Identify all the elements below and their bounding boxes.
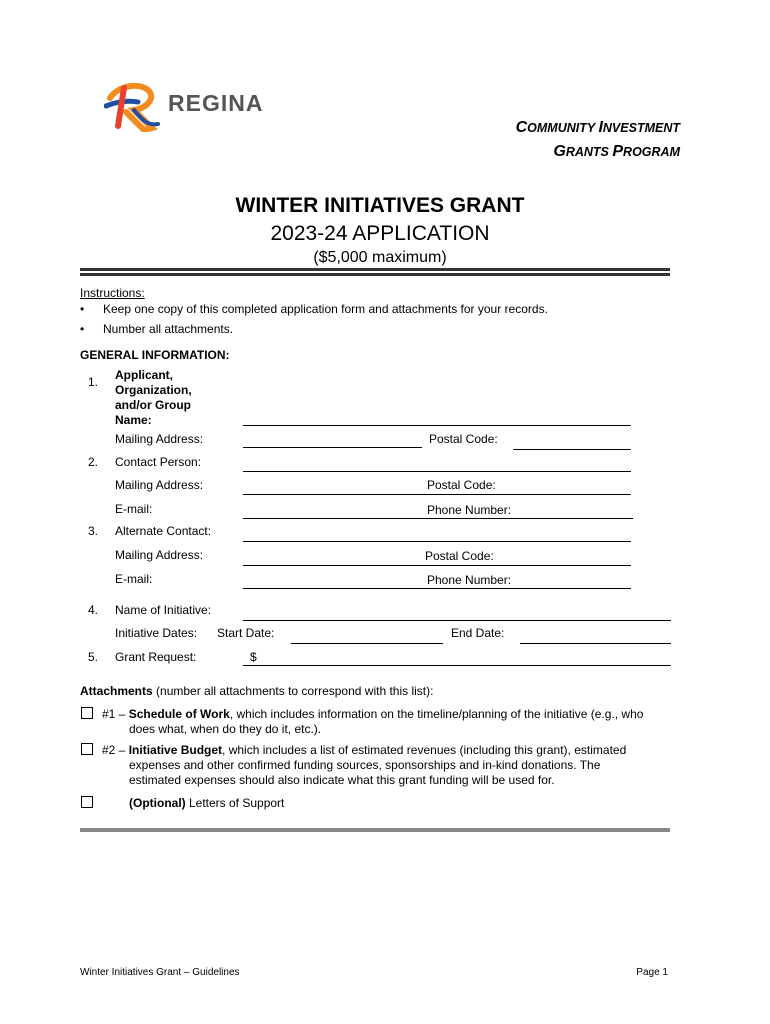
applicant-postal-field[interactable] — [513, 449, 631, 450]
section-divider — [80, 828, 670, 832]
mailing-address-label: Mailing Address: — [115, 548, 204, 562]
currency-symbol: $ — [250, 650, 257, 664]
postal-code-label: Postal Code: — [427, 478, 496, 492]
alternate-contact-field[interactable] — [243, 541, 631, 542]
grant-request-field[interactable] — [243, 665, 671, 666]
grant-request-label: Grant Request: — [115, 650, 197, 664]
bullet-icon: • — [80, 322, 85, 336]
item-number: 5. — [88, 650, 99, 664]
document-title: WINTER INITIATIVES GRANT — [235, 194, 525, 217]
mailing-address-label: Mailing Address: — [115, 478, 204, 492]
grant-maximum: ($5,000 maximum) — [313, 249, 447, 266]
title-divider-bottom — [80, 273, 670, 276]
general-info-heading: GENERAL INFORMATION: — [80, 348, 230, 362]
attachment-1-text: #1 – Schedule of Work, which includes information on the timeline/planning of the initiative (e.g., who does what, when do they do it, etc.). — [102, 707, 644, 736]
applicant-label: Applicant, Organization, and/or Group Name: — [115, 368, 192, 427]
phone-number-label: Phone Number: — [427, 573, 512, 587]
program-title: COMMUNITY INVESTMENT GRANTS PROGRAM — [515, 119, 680, 160]
postal-code-label: Postal Code: — [429, 432, 498, 446]
email-label: E-mail: — [115, 572, 153, 586]
alternate-mailing-field[interactable] — [243, 565, 631, 566]
instructions-label: Instructions: — [80, 286, 145, 300]
applicant-mailing-field[interactable] — [243, 447, 422, 448]
attachment-3-checkbox[interactable] — [81, 796, 93, 808]
footer-title: Winter Initiatives Grant – Guidelines — [80, 967, 240, 978]
title-divider-top — [80, 268, 670, 271]
start-date-field[interactable] — [291, 643, 443, 644]
phone-number-label: Phone Number: — [427, 503, 512, 517]
mailing-address-label: Mailing Address: — [115, 432, 204, 446]
end-date-label: End Date: — [451, 626, 505, 640]
logo-wordmark: REGINA — [168, 90, 264, 116]
start-date-label: Start Date: — [217, 626, 275, 640]
contact-person-field[interactable] — [243, 471, 631, 472]
contact-person-label: Contact Person: — [115, 455, 202, 469]
page-number: Page 1 — [636, 967, 668, 978]
attachment-3-text: (Optional) Letters of Support — [129, 796, 285, 810]
end-date-field[interactable] — [520, 643, 671, 644]
attachments-heading: Attachments (number all attachments to correspond with this list): — [80, 684, 434, 698]
item-number: 1. — [88, 375, 99, 389]
attachment-2-checkbox[interactable] — [81, 743, 93, 755]
applicant-name-field[interactable] — [243, 425, 631, 426]
item-number: 2. — [88, 455, 99, 469]
instruction-item: Keep one copy of this completed application form and attachments for your records. — [103, 302, 548, 316]
attachment-2-text: #2 – Initiative Budget, which includes a list of estimated revenues (including this grant), estimated expenses and other confirmed funding sources, sponsorships and in-kind donations. The estimated expenses should also indicate what this grant funding will be used for. — [102, 743, 627, 787]
item-number: 4. — [88, 603, 99, 617]
alternate-contact-label: Alternate Contact: — [115, 524, 212, 538]
initiative-name-label: Name of Initiative: — [115, 603, 212, 617]
bullet-icon: • — [80, 302, 85, 316]
instruction-item: Number all attachments. — [103, 322, 234, 336]
initiative-name-field[interactable] — [243, 620, 671, 621]
postal-code-label: Postal Code: — [425, 549, 494, 563]
alternate-email-phone-field[interactable] — [243, 588, 631, 589]
initiative-dates-label: Initiative Dates: — [115, 626, 198, 640]
email-label: E-mail: — [115, 502, 153, 516]
contact-mailing-field[interactable] — [243, 494, 631, 495]
item-number: 3. — [88, 524, 99, 538]
contact-email-phone-field[interactable] — [243, 518, 633, 519]
attachment-1-checkbox[interactable] — [81, 707, 93, 719]
document-subtitle: 2023-24 APPLICATION — [270, 222, 490, 245]
